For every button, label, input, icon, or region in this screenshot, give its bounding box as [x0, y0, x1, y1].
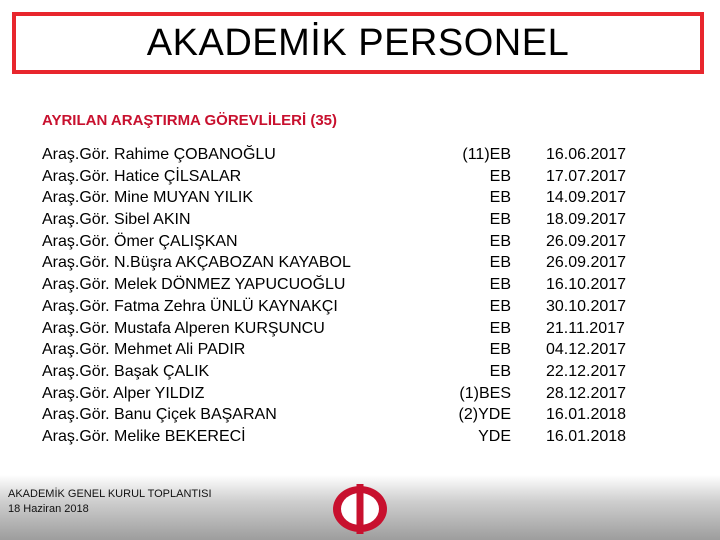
- row-code: EB: [489, 319, 511, 337]
- row-code: EB: [489, 341, 511, 359]
- row-code: YDE: [478, 427, 511, 445]
- page-title: AKADEMİK PERSONEL: [146, 21, 570, 64]
- row-code: EB: [489, 297, 511, 315]
- row-name: Araş.Gör. Mine MUYAN YILIK: [42, 189, 254, 207]
- row-name: Araş.Gör. Mehmet Ali PADIR: [42, 341, 246, 359]
- row-code: EB: [489, 167, 511, 185]
- row-name: Araş.Gör. Banu Çiçek BAŞARAN: [42, 406, 277, 424]
- row-date: 21.11.2017: [546, 319, 625, 337]
- row-date: 22.12.2017: [546, 362, 627, 380]
- row-date: 16.06.2017: [546, 146, 627, 163]
- row-name: Araş.Gör. Başak ÇALIK: [42, 362, 210, 380]
- row-name: Araş.Gör. Rahime ÇOBANOĞLU: [42, 146, 276, 163]
- row-name: Araş.Gör. Mustafa Alperen KURŞUNCU: [42, 319, 325, 337]
- row-code: EB: [489, 189, 511, 207]
- row-name: Araş.Gör. N.Büşra AKÇABOZAN KAYABOL: [42, 254, 351, 272]
- row-name: Araş.Gör. Hatice ÇİLSALAR: [42, 167, 242, 185]
- row-name: Araş.Gör. Ömer ÇALIŞKAN: [42, 232, 238, 250]
- university-logo-icon: [330, 484, 390, 534]
- row-name: Araş.Gör. Fatma Zehra ÜNLÜ KAYNAKÇI: [42, 297, 338, 315]
- row-code: EB: [489, 276, 511, 294]
- row-date: 16.10.2017: [546, 276, 627, 294]
- row-date: 30.10.2017: [546, 297, 627, 315]
- row-name: Araş.Gör. Melike BEKERECİ: [42, 427, 246, 445]
- row-code: (11)EB: [462, 146, 511, 163]
- row-date: 16.01.2018: [546, 427, 627, 445]
- codes-column: [459, 144, 511, 448]
- footer-text: [8, 487, 212, 517]
- row-date: 18.09.2017: [546, 211, 627, 229]
- row-code: EB: [489, 362, 511, 380]
- row-name: Araş.Gör. Sibel AKIN: [42, 211, 191, 229]
- names-column: [42, 144, 351, 448]
- dates-column: [546, 144, 626, 448]
- row-code: EB: [489, 232, 511, 250]
- row-date: 26.09.2017: [546, 232, 627, 250]
- row-date: 04.12.2017: [546, 341, 627, 359]
- row-date: 28.12.2017: [546, 384, 627, 402]
- row-date: 16.01.2018: [546, 406, 627, 424]
- title-box: [12, 12, 704, 74]
- row-name: Araş.Gör. Melek DÖNMEZ YAPUCUOĞLU: [42, 276, 346, 294]
- row-code: (2)YDE: [458, 406, 511, 424]
- section-subtitle: AYRILAN ARAŞTIRMA GÖREVLİLERİ (35): [42, 112, 338, 129]
- row-date: 26.09.2017: [546, 254, 627, 272]
- row-code: EB: [489, 254, 511, 272]
- row-name: Araş.Gör. Alper YILDIZ: [42, 384, 205, 402]
- row-date: 14.09.2017: [546, 189, 627, 207]
- row-date: 17.07.2017: [546, 167, 627, 185]
- row-code: EB: [489, 211, 511, 229]
- footer-date: 18 Haziran 2018: [8, 503, 89, 515]
- footer-event: AKADEMİK GENEL KURUL TOPLANTISI: [8, 488, 212, 500]
- row-code: (1)BES: [459, 384, 511, 402]
